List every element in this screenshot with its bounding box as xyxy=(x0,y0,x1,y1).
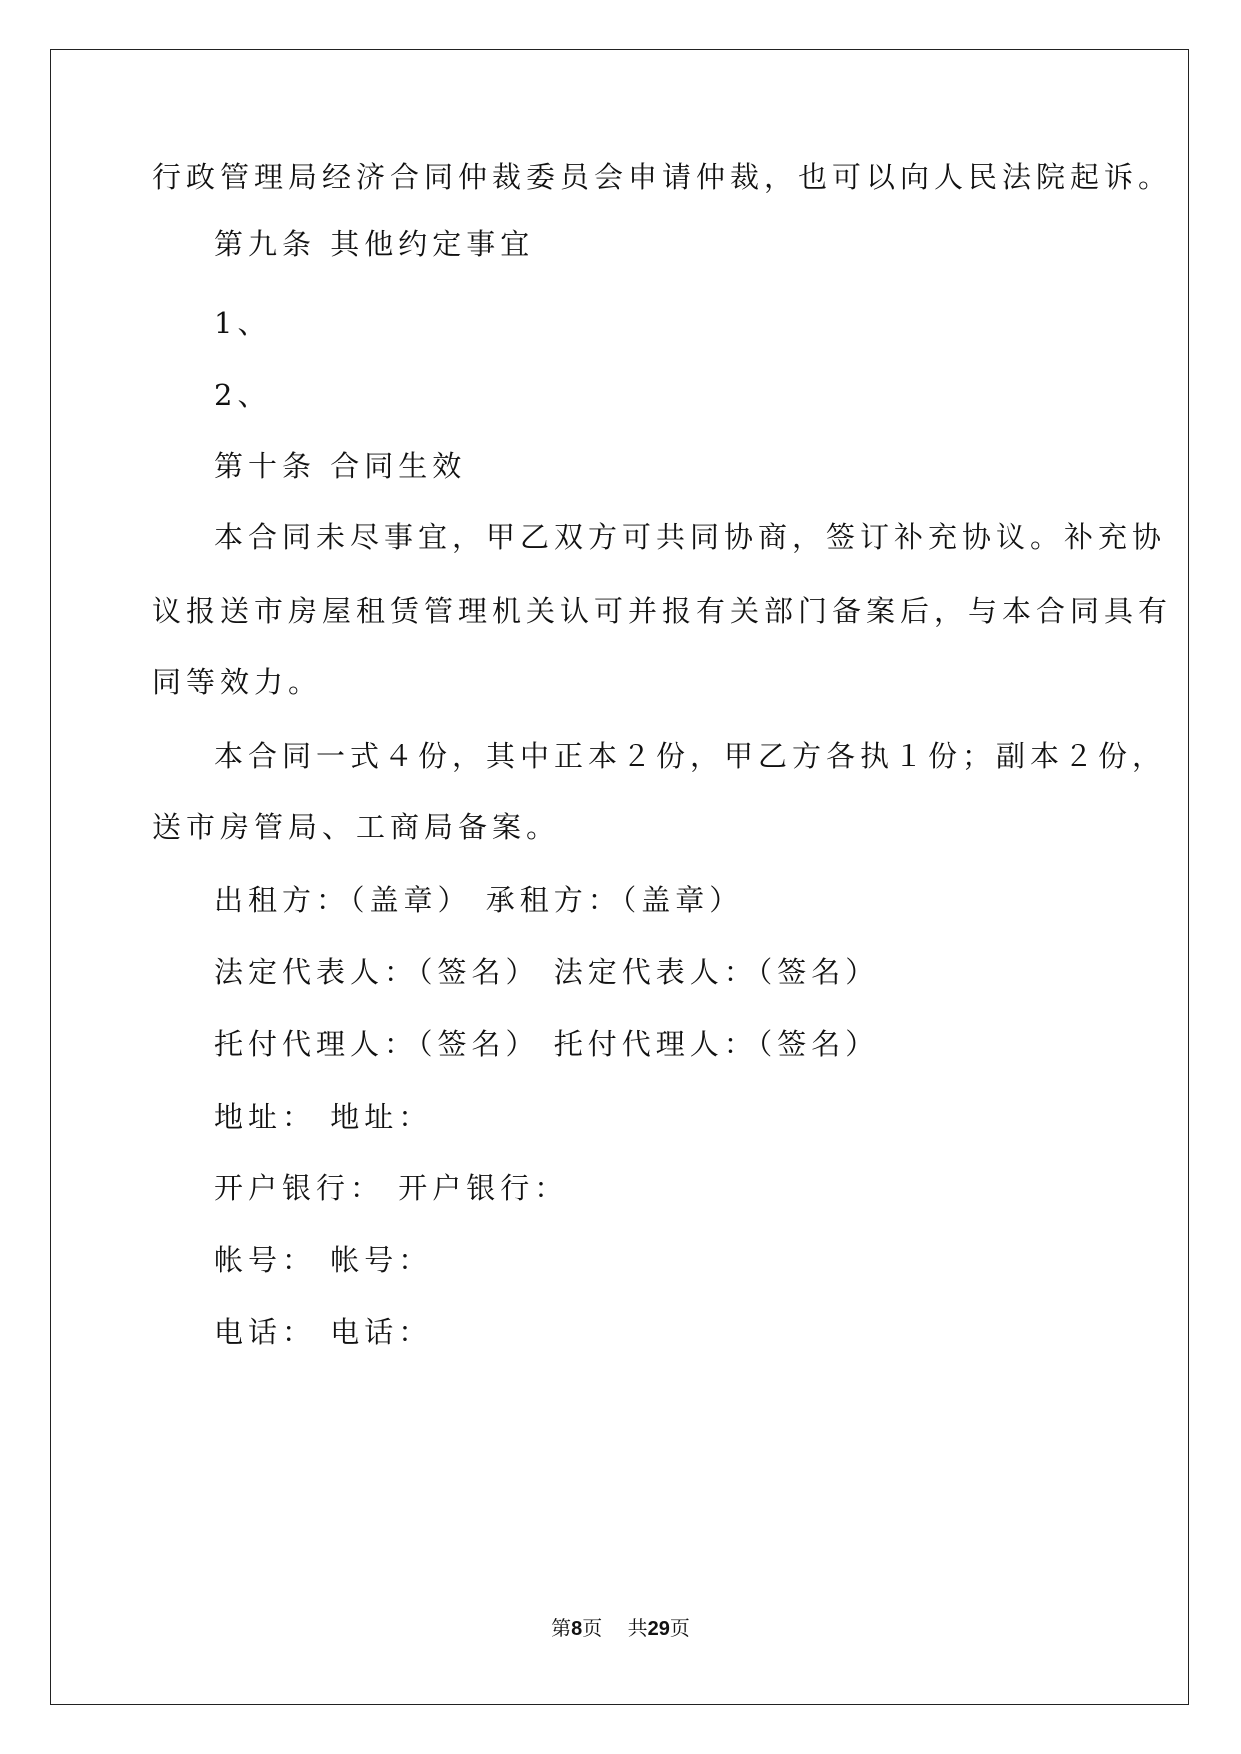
body-text-line: 本合同一式４份，其中正本２份，甲乙方各执１份；副本２份， xyxy=(214,739,1167,773)
page-footer xyxy=(0,1614,1241,1643)
signature-line: 出租方：（盖章） 承租方：（盖章） xyxy=(214,883,744,917)
footer-total-pages: 29 xyxy=(647,1618,670,1640)
body-text-line: 议报送市房屋租赁管理机关认可并报有关部门备案后，与本合同具有 xyxy=(152,594,1173,628)
footer-page-suffix: 页 xyxy=(582,1616,603,1640)
signature-line: 开户银行： 开户银行： xyxy=(214,1171,569,1205)
signature-line: 法定代表人：（签名） 法定代表人：（签名） xyxy=(214,955,880,989)
body-text-line: 本合同未尽事宜，甲乙双方可共同协商，签订补充协议。补充协 xyxy=(214,520,1167,554)
signature-line: 电话： 电话： xyxy=(214,1315,433,1349)
signature-line: 地址： 地址： xyxy=(214,1100,433,1134)
footer-total-suffix: 页 xyxy=(669,1616,690,1640)
footer-page-number: 8 xyxy=(571,1618,583,1640)
body-text-line: 同等效力。 xyxy=(152,665,323,699)
body-text-line: 行政管理局经济合同仲裁委员会申请仲裁，也可以向人民法院起诉。 xyxy=(152,160,1173,194)
body-text-line: 送市房管局、工商局备案。 xyxy=(152,810,561,844)
article-heading: 第九条 其他约定事宜 xyxy=(214,227,535,261)
footer-page-prefix: 第 xyxy=(551,1616,572,1640)
footer-total-prefix: 共 xyxy=(627,1616,648,1640)
signature-line: 托付代理人：（签名） 托付代理人：（签名） xyxy=(214,1027,880,1061)
signature-line: 帐号： 帐号： xyxy=(214,1243,433,1277)
page-frame xyxy=(50,49,1189,1705)
list-item: 1、 xyxy=(214,306,272,340)
article-heading: 第十条 合同生效 xyxy=(214,449,467,483)
list-item: 2、 xyxy=(214,378,272,412)
